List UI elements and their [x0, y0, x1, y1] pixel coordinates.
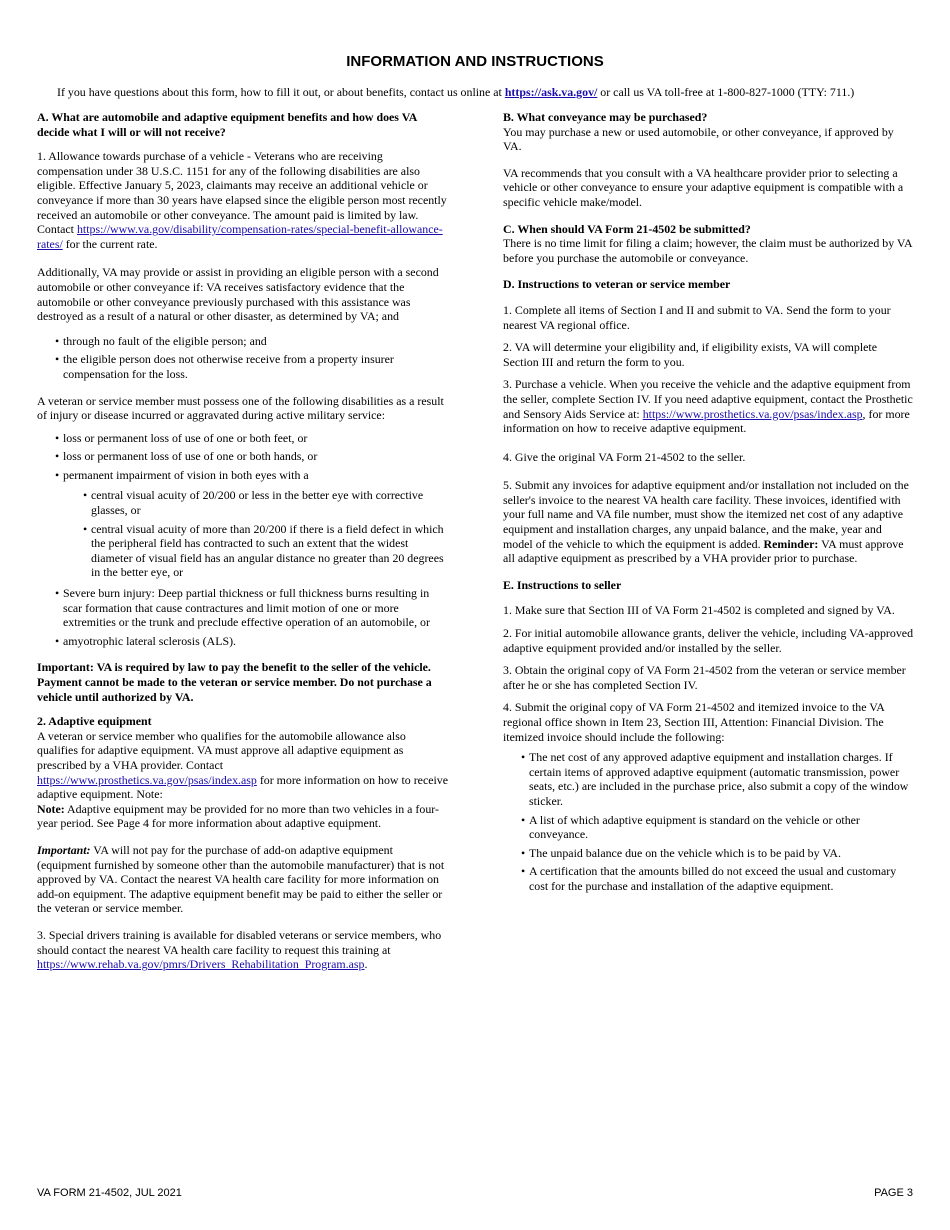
section-a-p1	[37, 149, 449, 251]
intro-before: If you have questions about this form, how to fill it out, or about benefits, contact us online at	[57, 85, 505, 99]
section-b-heading: B. What conveyance may be purchased?	[503, 110, 708, 124]
adaptive-text: A veteran or service member who qualifies for the automobile allowance also qualifies for adaptive equipment. VA must approve all adaptive equipment as prescribed by a VHA provider. Contact	[37, 728, 406, 772]
section-e-item-3: 3. Obtain the original copy of VA Form 21-4502 from the veteran or service member after he or she has completed Section IV.	[503, 663, 906, 692]
section-e-heading: E. Instructions to seller	[503, 577, 622, 592]
form-id: VA FORM 21-4502, JUL 2021	[37, 1187, 182, 1199]
section-c-heading: C. When should VA Form 21-4502 be submitted?	[503, 221, 751, 236]
section-a-p1-after: for the current rate.	[62, 236, 158, 251]
list-item: • loss or permanent loss of use of one or both feet, or	[37, 431, 449, 446]
list-item: • central visual acuity of 20/200 or less in the better eye with corrective glasses, or	[37, 488, 449, 517]
note-text: Adaptive equipment may be provided for no more than two vehicles in a four-year period. See Page 4 for more information about adaptive equipment.	[37, 801, 439, 831]
important-addon-text: VA will not pay for the purchase of add-on adaptive equipment (equipment furnished by someone other than the automobile manufacturer) that is not approved by VA. Contact the nearest VA health care facility for more information on add-on equipment. The adaptive equipment benefit may be paid to either the seller or the veteran or service member.	[37, 842, 445, 916]
section-d-item-3	[503, 377, 913, 435]
list-item: • through no fault of the eligible person; and	[37, 334, 449, 349]
left-column	[37, 110, 449, 980]
section-d-item-5	[503, 478, 913, 566]
drivers-rehab-link[interactable]: https://www.rehab.va.gov/pmrs/Drivers_Rehabilitation_Program.asp	[37, 957, 365, 972]
section-a-p1-text: 1. Allowance towards purchase of a vehicle - Veterans who are receiving compensation under 38 U.S.C. 1151 for any of the following disabilities are also eligible. Effective January 5, 2023, claimants may receive an additional vehicle or conveyance if more than 30 years have elapsed since the eligible person most recently received an automobile or other conveyance. The amount paid is limited by law. Contact	[37, 149, 447, 237]
important-notice: Important: VA is required by law to pay the benefit to the seller of the vehicle. Payment cannot be made to the veteran or service member. Do not purchase a vehicle until authorized by VA.	[37, 660, 432, 704]
bullet-list-1	[37, 334, 449, 382]
page-number: PAGE 3	[874, 1187, 913, 1199]
list-item: • amyotrophic lateral sclerosis (ALS).	[37, 634, 449, 649]
list-item: • The net cost of any approved adaptive equipment and installation charges. If certain items of approved adaptive equipment (automatic transmission, power seats, etc.) are included in the purchase price, also submit a copy of the window sticker.	[503, 750, 913, 808]
important-label: Important:	[37, 842, 91, 857]
bullet-list-3	[37, 586, 449, 648]
right-column	[503, 110, 913, 900]
section-a-heading: A. What are automobile and adaptive equipment benefits and how does VA decide what I will or will not receive?	[37, 110, 417, 139]
list-item: • A certification that the amounts billed do not exceed the usual and customary cost for the purchase and installation of the adaptive equipment.	[503, 864, 913, 893]
intro-text	[57, 85, 917, 100]
allowance-rates-link[interactable]: https://www.va.gov/disability/compensation-rates/special-benefit-allowance-rates/	[37, 222, 443, 251]
section-b-text2: VA recommends that you consult with a VA healthcare provider prior to selecting a vehicle or other conveyance to ensure your adaptive equipment is compatible with a specific vehicle make/model.	[503, 165, 904, 209]
seller-bullet-list	[503, 750, 913, 893]
drivers-training-after: .	[364, 957, 368, 972]
intro-after: or call us VA toll-free at 1-800-827-1000 (TTY: 711.)	[597, 85, 855, 99]
d3-text: 3. Purchase a vehicle. When you receive the vehicle and the adaptive equipment from the seller, complete Section IV. If you need adaptive equipment, contact the Prosthetic and Sensory Aids Service at:	[503, 377, 913, 421]
important-addon	[37, 843, 449, 916]
bullet-sublist	[37, 488, 449, 580]
adaptive-equipment-text	[37, 729, 449, 831]
list-item: • loss or permanent loss of use of one or both hands, or	[37, 449, 449, 464]
section-a-p2: Additionally, VA may provide or assist in providing an eligible person with a second automobile or other conveyance if: VA receives satisfactory evidence that the automobile or other conveyance previously purchased with this assistance was destroyed as a result of a natural or other disaster, as determined by VA; and	[37, 265, 439, 324]
section-e-item-4: 4. Submit the original copy of VA Form 21-4502 and itemized invoice to the VA regional office shown in Item 23, Section III, Attention: Financial Division. The itemized invoice should include the following:	[503, 700, 885, 744]
adaptive-after: for more information on how to receive adaptive equipment. Note:	[37, 772, 449, 802]
note-label: Note:	[37, 801, 65, 816]
section-e-item-1: 1. Make sure that Section III of VA Form 21-4502 is completed and signed by VA.	[503, 603, 895, 618]
drivers-training	[37, 928, 449, 972]
list-item: • the eligible person does not otherwise receive from a property insurer compensation for the loss.	[37, 352, 449, 381]
drivers-training-text: 3. Special drivers training is available for disabled veterans or service members, who should contact the nearest VA health care facility to request this training at	[37, 927, 442, 957]
ask-va-link[interactable]: https://ask.va.gov/	[504, 85, 598, 99]
adaptive-equipment-heading: 2. Adaptive equipment	[37, 714, 152, 729]
section-b-text: You may purchase a new or used automobile, or other conveyance, if approved by VA.	[503, 124, 894, 154]
bullet-list-2	[37, 431, 449, 483]
section-d-item-1: 1. Complete all items of Section I and II and submit to VA. Send the form to your nearest VA regional office.	[503, 302, 891, 332]
section-e-item-2: 2. For initial automobile allowance grants, deliver the vehicle, including VA-approved adaptive equipment provided and/or installed by the seller.	[503, 626, 914, 655]
list-item: • permanent impairment of vision in both eyes with a	[37, 468, 449, 483]
section-d-item-2: 2. VA will determine your eligibility and, if eligibility exists, VA will complete Section III and return the form to you.	[503, 340, 877, 369]
section-d-item-4: 4. Give the original VA Form 21-4502 to the seller.	[503, 449, 746, 464]
prosthetics-link-2[interactable]: https://www.prosthetics.va.gov/psas/index.asp	[642, 406, 863, 421]
list-item: • The unpaid balance due on the vehicle which is to be paid by VA.	[503, 846, 913, 861]
prosthetics-link[interactable]: https://www.prosthetics.va.gov/psas/index.asp	[37, 772, 257, 787]
list-item: • Severe burn injury: Deep partial thickness or full thickness burns resulting in scar formation that cause contractures and limit motion of one or more extremities or the trunk and preclude effective operation of an automobile, or	[37, 586, 449, 630]
d3-after: , for more information on how to receive adaptive equipment.	[503, 406, 910, 436]
page-title: INFORMATION AND INSTRUCTIONS	[346, 53, 604, 70]
reminder-text: VA must approve all adaptive equipment as prescribed by a VHA provider prior to purchase.	[503, 536, 904, 566]
section-c-text: There is no time limit for filing a claim; however, the claim must be authorized by VA before you purchase the automobile or conveyance.	[503, 236, 912, 265]
reminder-label: Reminder:	[763, 536, 819, 551]
d5-text: 5. Submit any invoices for adaptive equipment and/or installation not included on the seller's invoice to the nearest VA health care facility. These invoices, identified with your full name and VA file number, must show the itemized net cost of any adaptive equipment and installation charges, any unpaid balance, and the make, year and model of the vehicle to which the equipment is added.	[503, 478, 909, 551]
section-a-p3: A veteran or service member must possess one of the following disabilities as a result of injury or disease incurred or aggravated during active military service:	[37, 393, 444, 423]
list-item: • A list of which adaptive equipment is standard on the vehicle or other conveyance.	[503, 813, 913, 842]
list-item: • central visual acuity of more than 20/200 if there is a field defect in which the peripheral field has contracted to such an extent that the widest diameter of visual field has an angular distance no greater than 20 degrees in the better eye, or	[37, 522, 449, 580]
section-d-heading: D. Instructions to veteran or service member	[503, 277, 731, 292]
